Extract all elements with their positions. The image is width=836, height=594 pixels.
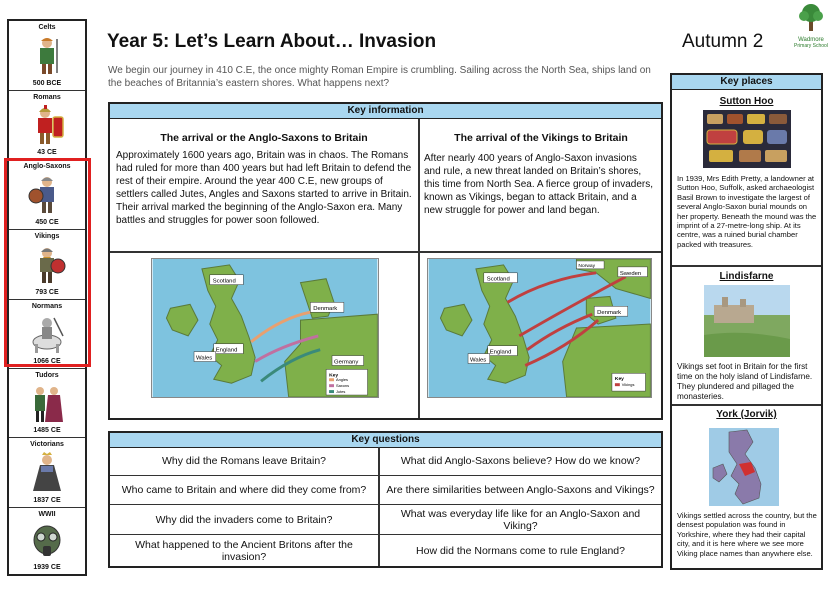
school-logo <box>790 2 832 52</box>
map1-key-angles: Angles <box>335 377 349 383</box>
question: How did the Normans come to rule England? <box>416 544 625 557</box>
york-text: Vikings settled across the country, but the densest population was found in Yorkshire, where they had their capital city, and it is here where we see more Viking place names than anywhere else. <box>677 511 817 558</box>
lindisfarne-text: Vikings set foot in Britain for the first time on the holy island of Lindisfarne. They plundered and pillaged the monasteries. <box>677 362 813 401</box>
key-information-box <box>108 102 663 420</box>
places-separator <box>672 404 821 406</box>
map2-key <box>612 373 646 391</box>
sutton-hoo-title: Sutton Hoo <box>719 96 774 107</box>
question: What did Anglo-Saxons believe? How do we know? <box>400 455 641 467</box>
timeline-name: Vikings <box>34 233 60 240</box>
sutton-hoo-treasure-image <box>703 110 791 168</box>
tudor-couple-icon <box>27 383 67 423</box>
timeline-date: 1485 CE <box>33 427 61 434</box>
map2-label-england: England <box>489 349 512 356</box>
timeline-item-romans <box>9 91 85 160</box>
map2-key-vikings: Vikings <box>621 382 635 388</box>
anglo-saxon-invasion-map <box>151 258 379 398</box>
places-separator <box>672 265 821 267</box>
timeline-name: Celts <box>38 24 56 31</box>
timeline-date: 793 CE <box>35 289 59 296</box>
lindisfarne-photo <box>704 285 790 357</box>
page-title: Year 5: Let’s Learn About… Invasion <box>107 31 437 52</box>
current-period-highlight <box>4 158 91 367</box>
map1-label-denmark: Denmark <box>313 306 338 313</box>
timeline-date: 450 CE <box>35 219 59 226</box>
timeline-date: 43 CE <box>37 149 57 156</box>
timeline-date: 500 BCE <box>32 80 62 87</box>
york-title: York (Jorvik) <box>716 409 777 420</box>
question-row <box>110 534 661 566</box>
timeline-name: Anglo-Saxons <box>23 163 71 170</box>
viking-arrival-text: After nearly 400 years of Anglo-Saxon invasions and rule, a new threat landed on Britain’s shores, this time from North Sea. A fierce group of invaders, known as Vikings, began to attack Britain, and a new struggle for power and land began. <box>424 153 653 216</box>
map1-label-england: England <box>215 347 238 354</box>
question-row <box>110 447 661 475</box>
timeline-name: Normans <box>31 303 63 310</box>
lindisfarne-title: Lindisfarne <box>719 271 774 282</box>
roman-soldier-icon <box>27 105 67 145</box>
celt-warrior-icon <box>27 35 67 75</box>
key-questions-header: Key questions <box>110 433 661 448</box>
map1-label-wales: Wales <box>196 355 213 362</box>
map1-key <box>326 369 367 395</box>
timeline-date: 1939 CE <box>33 564 61 571</box>
map1-key-saxons: Saxons <box>335 383 350 389</box>
viking-arrival-title: The arrival of the Vikings to Britain <box>454 132 628 144</box>
timeline-name: Romans <box>33 94 61 101</box>
question: What was everyday life like for an Anglo-Saxon and Viking? <box>400 507 641 532</box>
question: Are there similarities between Anglo-Saxons and Vikings? <box>386 484 655 496</box>
question: Why did the invaders come to Britain? <box>155 513 333 526</box>
question: Why did the Romans leave Britain? <box>162 455 326 467</box>
timeline-item-wwii <box>9 508 85 574</box>
map2-label-sweden: Sweden <box>619 270 642 277</box>
timeline-item-celts <box>9 21 85 91</box>
anglo-saxon-arrival-title: The arrival or the Anglo-Saxons to Britain <box>160 132 368 144</box>
tree-icon <box>796 2 826 32</box>
timeline-item-victorians <box>9 438 85 508</box>
column-divider <box>418 119 420 418</box>
map2-label-scotland: Scotland <box>486 276 510 283</box>
key-places-panel <box>670 73 823 570</box>
viking-invasion-map <box>427 258 652 398</box>
sutton-hoo-text: In 1939, Mrs Edith Pretty, a landowner at Sutton Hoo, Suffolk, asked archaeologist Basil Brown to investigate the largest of several Anglo-Saxon burial mounds on her property. Beneath the mound was the imprint of a 27-metre-long ship. At its centre, was a ruined burial chamber packed with treasures. <box>677 174 817 249</box>
map2-label-denmark: Denmark <box>597 310 622 317</box>
question: Who came to Britain and where did they come from? <box>121 484 367 496</box>
logo-name: Wadmore <box>798 37 824 43</box>
map1-key-title: Key <box>329 373 339 379</box>
question: What happened to the Ancient Britons after the invasion? <box>135 538 353 563</box>
anglo-saxon-arrival-text: Approximately 1600 years ago, Britain was in chaos. The Romans had ruled for more than 400 years but had left Britain to defend the rest of their empire. Around the year 400 C.E, new groups of settlers called Jutes, Angles and Saxons started to arrive in Britain. Their arrival marked the beginning of the Anglo-Saxon era. Many battles and struggles for power soon followed. <box>116 150 412 226</box>
intro-text: We begin our journey in 410 C.E, the once mighty Roman Empire is crumbling. Sailing across the North Sea, ships land on the beaches of Britannia’s eastern shores. What happens next? <box>108 65 651 89</box>
timeline-name: WWII <box>38 511 56 518</box>
timeline-date: 1066 CE <box>33 358 61 365</box>
question-row <box>110 504 661 534</box>
key-places-header: Key places <box>672 75 821 90</box>
victorian-queen-icon <box>27 452 67 492</box>
timeline-name: Tudors <box>35 372 59 379</box>
logo-subtitle: Primary School <box>794 43 828 49</box>
key-information-header: Key information <box>110 104 661 119</box>
york-location-map <box>709 428 779 506</box>
map1-label-scotland: Scotland <box>212 278 236 285</box>
question-row <box>110 475 661 504</box>
timeline-name: Victorians <box>30 441 64 448</box>
gas-mask-icon <box>27 522 67 562</box>
map2-label-norway: Norway <box>578 263 596 269</box>
timeline-date: 1837 CE <box>33 497 61 504</box>
timeline-item-tudors <box>9 369 85 438</box>
map2-label-wales: Wales <box>470 357 487 364</box>
row-divider <box>110 251 661 253</box>
map1-label-germany: Germany <box>334 359 359 366</box>
term-label: Autumn 2 <box>682 31 764 52</box>
key-questions-box <box>108 431 663 568</box>
map2-key-title: Key <box>614 377 624 383</box>
map1-key-jutes: Jutes <box>335 389 346 395</box>
